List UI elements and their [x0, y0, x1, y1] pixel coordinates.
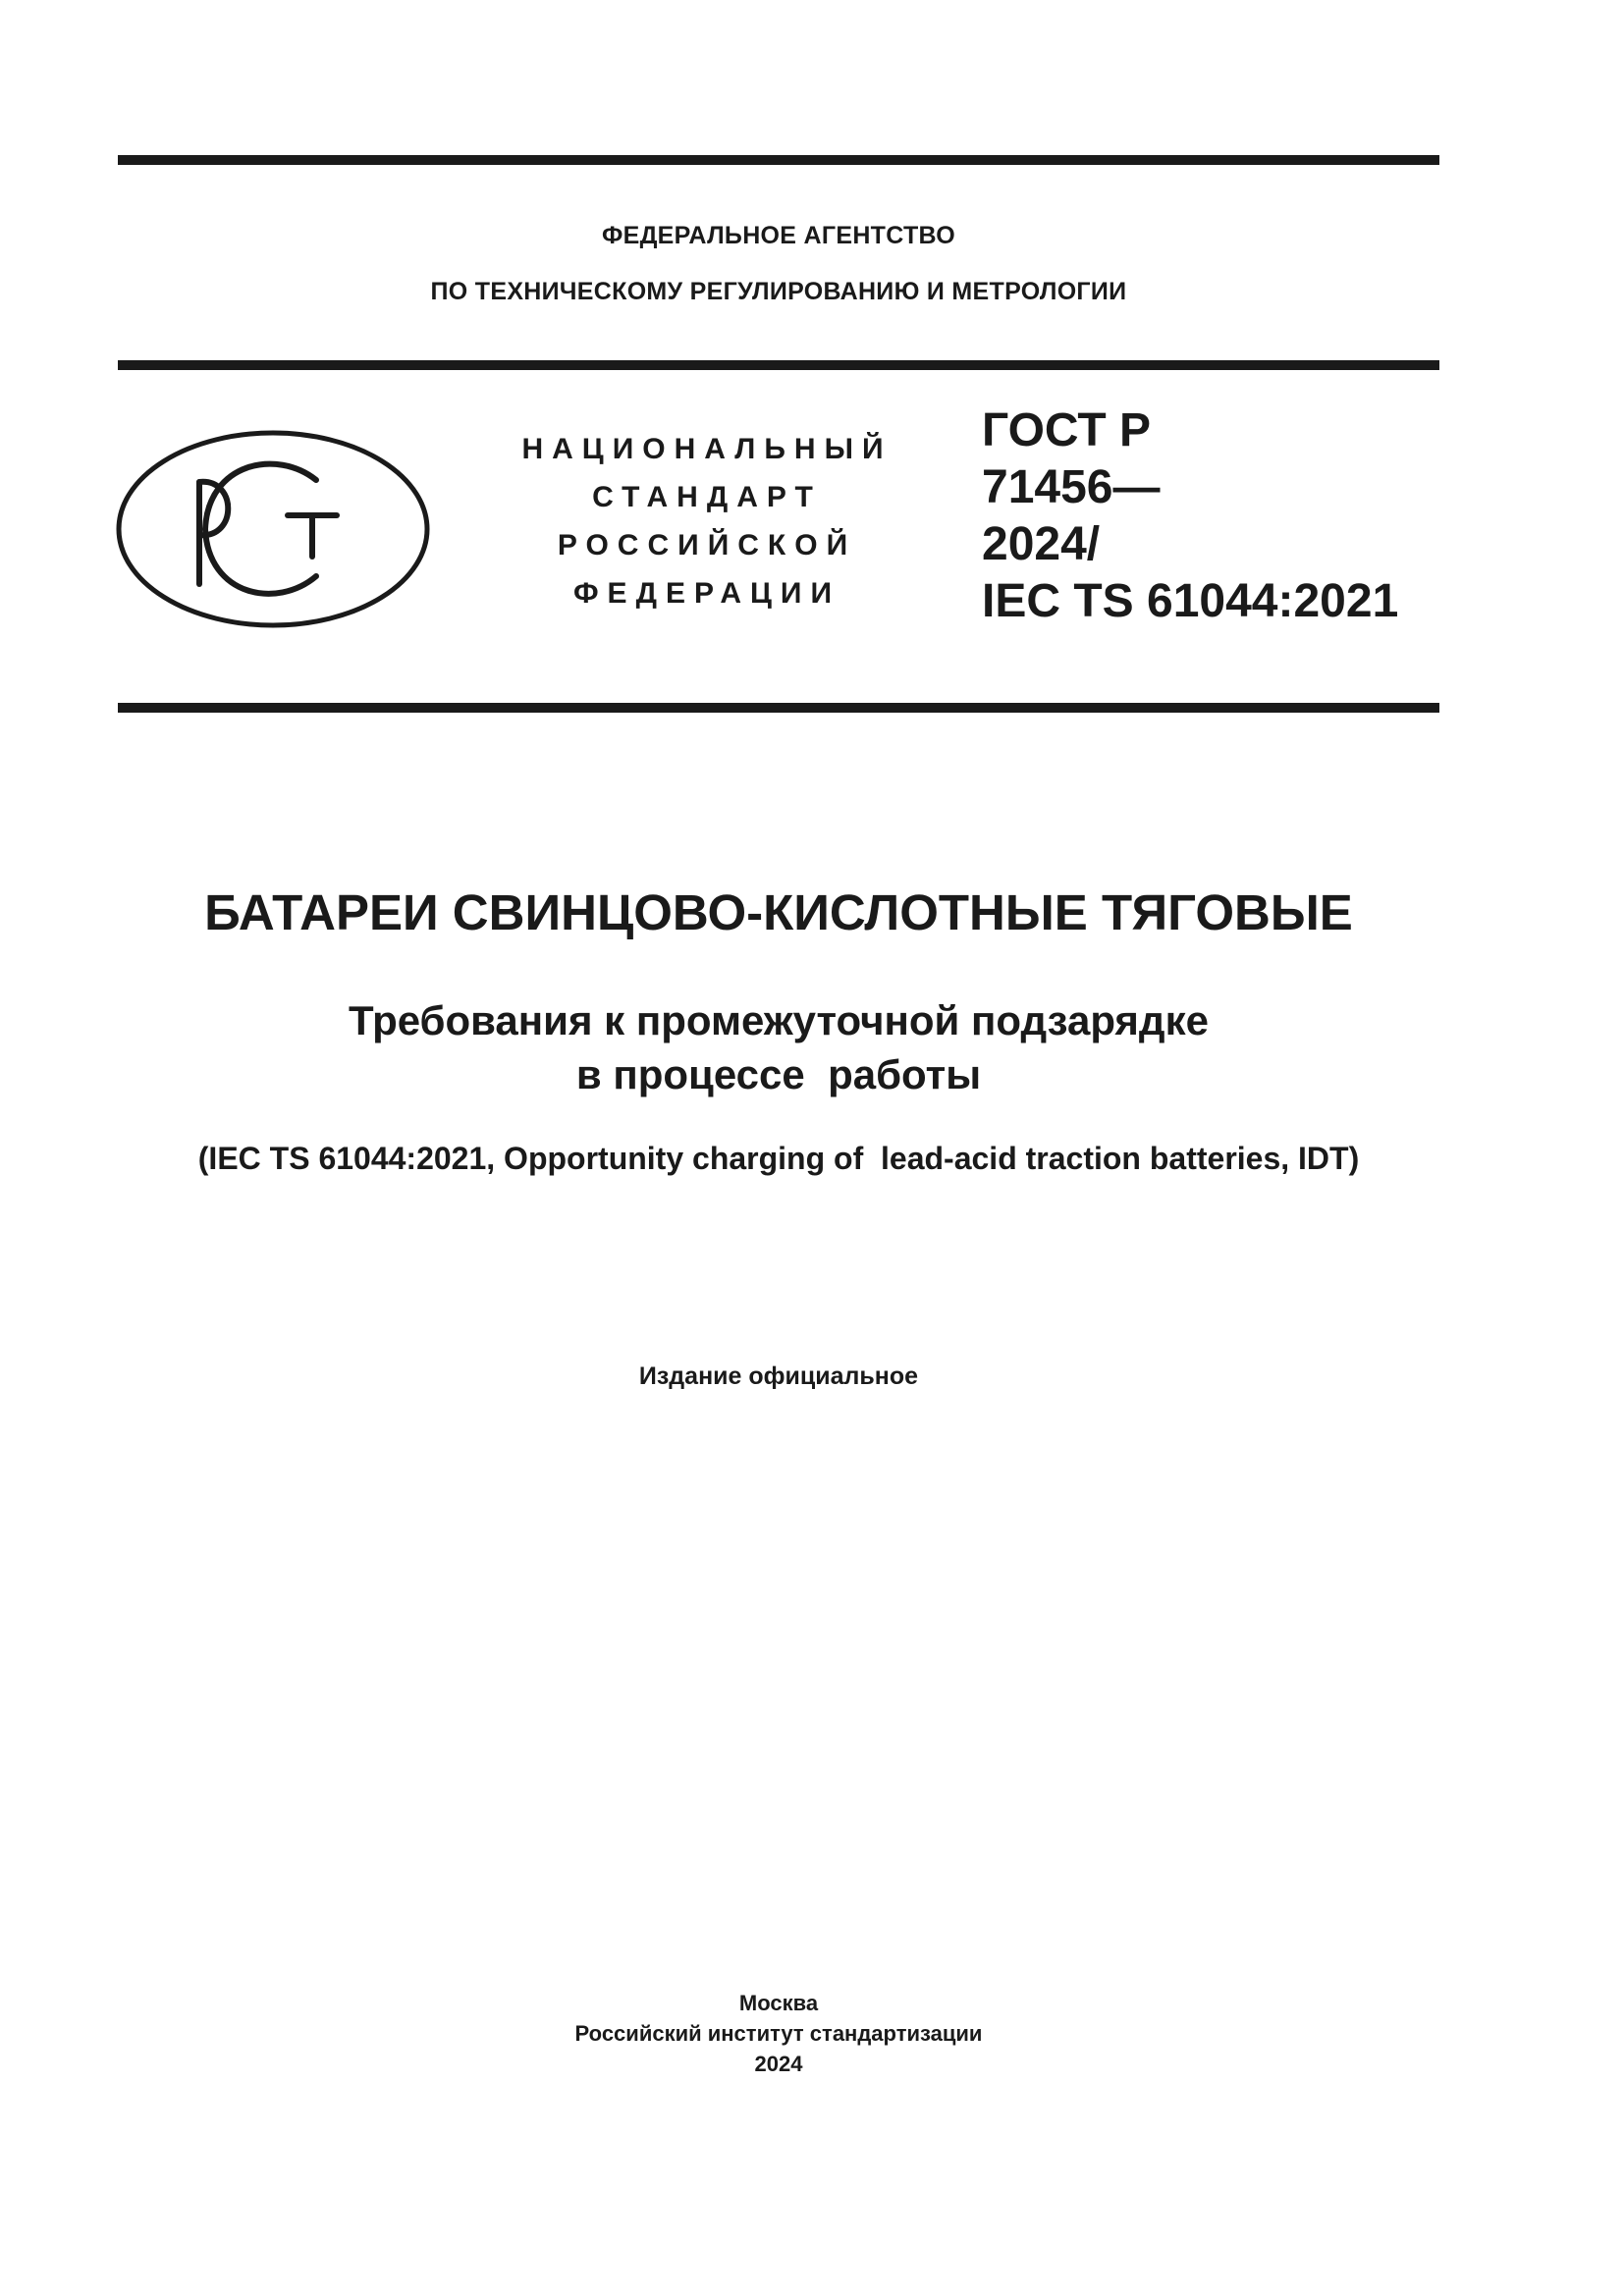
header-rule: [118, 360, 1439, 370]
pst-conformity-mark-icon: [115, 429, 431, 629]
agency-line-2: ПО ТЕХНИЧЕСКОМУ РЕГУЛИРОВАНИЮ И МЕТРОЛОГИИ: [430, 278, 1127, 305]
imprint-year: 2024: [754, 2052, 803, 2076]
national-standard-line-3: РОССИЙСКОЙ: [557, 529, 857, 561]
designation-line-2: 71456—: [982, 461, 1161, 513]
source-standard-reference: (IEC TS 61044:2021, Opportunity charging of lead-acid traction batteries, IDT): [197, 1141, 1360, 1176]
top-rule: [118, 155, 1439, 165]
document-subtitle: [118, 993, 1439, 1101]
designation-line-4: IEC TS 61044:2021: [982, 575, 1399, 627]
imprint-city: Москва: [738, 1991, 819, 2015]
designation-line-1: ГОСТ Р: [982, 404, 1152, 456]
document-title: БАТАРЕИ СВИНЦОВО-КИСЛОТНЫЕ ТЯГОВЫЕ: [204, 884, 1353, 940]
imprint-publisher: Российский институт стандартизации: [574, 2021, 983, 2046]
edition-label: Издание официальное: [638, 1362, 919, 1390]
agency-line-1: ФЕДЕРАЛЬНОЕ АГЕНТСТВО: [601, 222, 956, 249]
designation-line-3: 2024/: [982, 518, 1101, 570]
standard-designation: [982, 402, 1398, 630]
imprint: [118, 1988, 1439, 2079]
subtitle-line-2: в процессе работы: [575, 1051, 982, 1097]
national-standard-line-4: ФЕДЕРАЦИИ: [572, 577, 841, 610]
national-standard-line-2: СТАНДАРТ: [592, 481, 822, 513]
designation-rule: [118, 703, 1439, 713]
subtitle-line-1: Требования к промежуточной подзарядке: [349, 997, 1209, 1043]
national-standard-label: [496, 425, 918, 617]
national-standard-line-1: НАЦИОНАЛЬНЫЙ: [521, 433, 893, 465]
